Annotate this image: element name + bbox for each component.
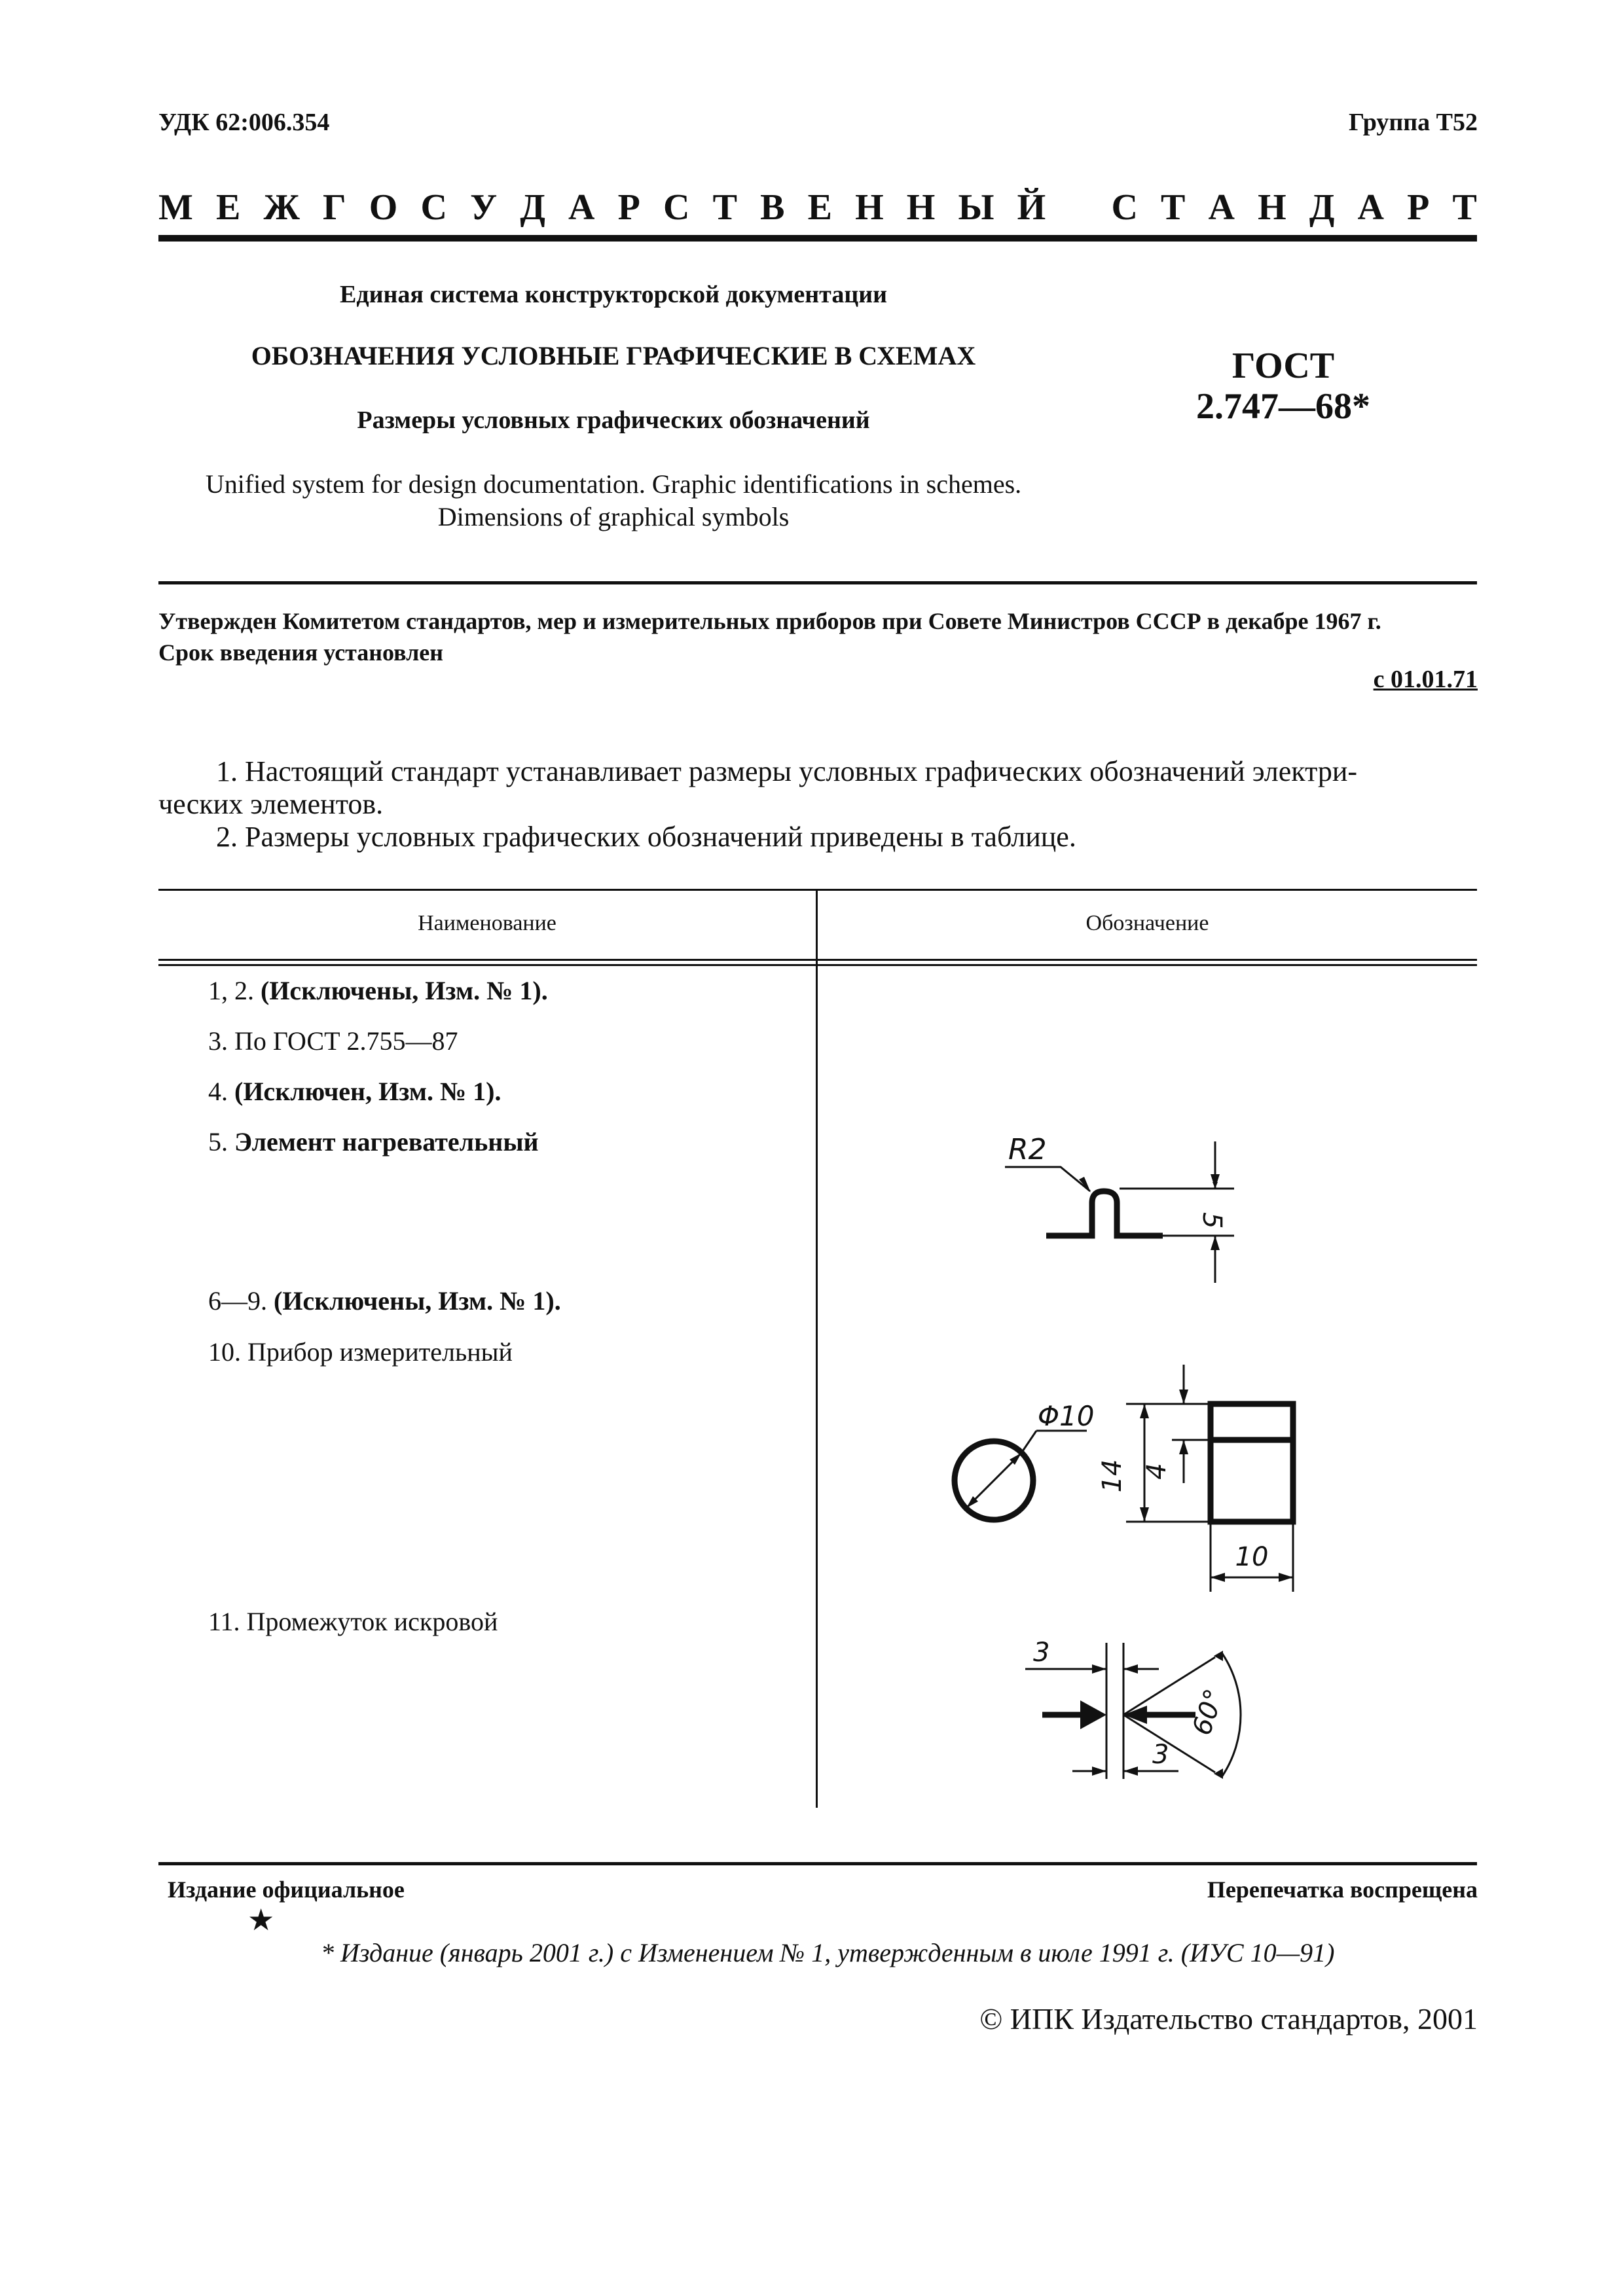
document-title: ОБОЗНАЧЕНИЯ УСЛОВНЫЕ ГРАФИЧЕСКИЕ В СХЕМАХ	[251, 341, 976, 370]
effective-date: с 01.01.71	[1373, 666, 1478, 693]
paragraph-1-line1: 1. Настоящий стандарт устанавливает размеры условных графических обозначений электри-	[216, 755, 1358, 787]
heading-letter: Е	[807, 187, 832, 228]
heading-letter: Ы	[958, 187, 994, 228]
heading-letter: А	[1208, 187, 1235, 228]
row-text: По ГОСТ 2.755—87	[234, 1026, 458, 1056]
edition-note: * Издание (январь 2001 г.) с Изменением № 1, утвержденным в июле 1991 г. (ИУС 10—91)	[321, 1938, 1335, 1967]
heading-letter: Р	[1407, 187, 1430, 228]
row-text: Элемент нагревательный	[234, 1127, 539, 1157]
row-number: 6—9.	[208, 1286, 267, 1316]
effective-date-label: Срок введения установлен	[158, 639, 444, 666]
heading-letter: Т	[712, 187, 737, 228]
row-number: 4.	[208, 1077, 228, 1106]
column-header-name: Наименование	[418, 911, 556, 935]
heading-letter: Р	[617, 187, 640, 228]
group-code: Группа Т52	[1348, 109, 1478, 136]
heading-letter: В	[760, 187, 785, 228]
paragraph-1-line2: ческих элементов.	[158, 788, 384, 820]
reprint-prohibited: Перепечатка воспрещена	[1207, 1876, 1478, 1903]
system-name: Единая система конструкторской документации	[340, 281, 887, 308]
heading-letter: Д	[520, 187, 545, 228]
meter-height-top-label: 4	[1142, 1463, 1172, 1480]
heading-letter: Д	[1309, 187, 1335, 228]
row-text: (Исключены, Изм. № 1).	[274, 1286, 561, 1316]
heading-letter: Н	[855, 187, 884, 228]
copyright: © ИПК Издательство стандартов, 2001	[979, 2002, 1478, 2036]
approval-line: Утвержден Комитетом стандартов, мер и измерительных приборов при Совете Министров СССР в декабре 1967 г.	[158, 608, 1381, 634]
heading-letter: А	[1357, 187, 1384, 228]
udk-code: УДК 62:006.354	[158, 109, 330, 136]
row-text: (Исключены, Изм. № 1).	[261, 976, 548, 1005]
meter-width-label: 10	[1235, 1542, 1269, 1572]
heading-letter: Ж	[263, 187, 300, 228]
heading-letter: С	[1111, 187, 1138, 228]
row-text: Промежуток искровой	[246, 1607, 498, 1636]
heading-letter: Г	[323, 187, 346, 228]
heading-letter: Е	[216, 187, 241, 228]
meter-height-total-label: 14	[1097, 1459, 1127, 1493]
row-text: (Исключен, Изм. № 1).	[234, 1077, 501, 1106]
heading-letter: М	[158, 187, 193, 228]
heading-letter: Т	[1452, 187, 1477, 228]
spark-gap-angle-label: 60°	[1186, 1685, 1230, 1739]
heading-letter: А	[568, 187, 595, 228]
gost-label: ГОСТ	[1231, 346, 1335, 386]
row-number: 1, 2.	[208, 976, 254, 1005]
footer-rule	[158, 1862, 1477, 1865]
heater-height-label: 5	[1197, 1212, 1227, 1229]
official-edition: Издание официальное	[168, 1876, 405, 1903]
row-number: 5.	[208, 1127, 228, 1157]
heading-letter: Н	[906, 187, 936, 228]
meter-diameter-label: Φ10	[1038, 1400, 1095, 1432]
paragraph-2: 2. Размеры условных графических обозначений приведены в таблице.	[216, 821, 1076, 853]
spark-gap-top-label: 3	[1033, 1638, 1050, 1668]
heading-letter: У	[470, 187, 498, 228]
row-number: 10.	[208, 1337, 241, 1367]
heading-letter: С	[663, 187, 690, 228]
row-number: 11.	[208, 1607, 240, 1636]
heading-letter: С	[420, 187, 447, 228]
english-title-line2: Dimensions of graphical symbols	[437, 502, 790, 531]
document-subtitle: Размеры условных графических обозначений	[357, 406, 870, 434]
heading-letter: О	[369, 187, 398, 228]
row-number: 3.	[208, 1026, 228, 1056]
heater-radius-label: R2	[1008, 1133, 1047, 1166]
heading-letter: Й	[1017, 187, 1046, 228]
gost-number: 2.747—68*	[1196, 386, 1370, 427]
row-text: Прибор измерительный	[247, 1337, 513, 1367]
heading-letter: Т	[1161, 187, 1186, 228]
heading-letter: Н	[1258, 187, 1286, 228]
spark-gap-bottom-label: 3	[1152, 1740, 1169, 1770]
star-icon: ★	[247, 1902, 275, 1937]
column-header-symbol: Обозначение	[1085, 911, 1209, 935]
english-title-line1: Unified system for design documentation. Graphic identifications in schemes.	[205, 469, 1022, 499]
